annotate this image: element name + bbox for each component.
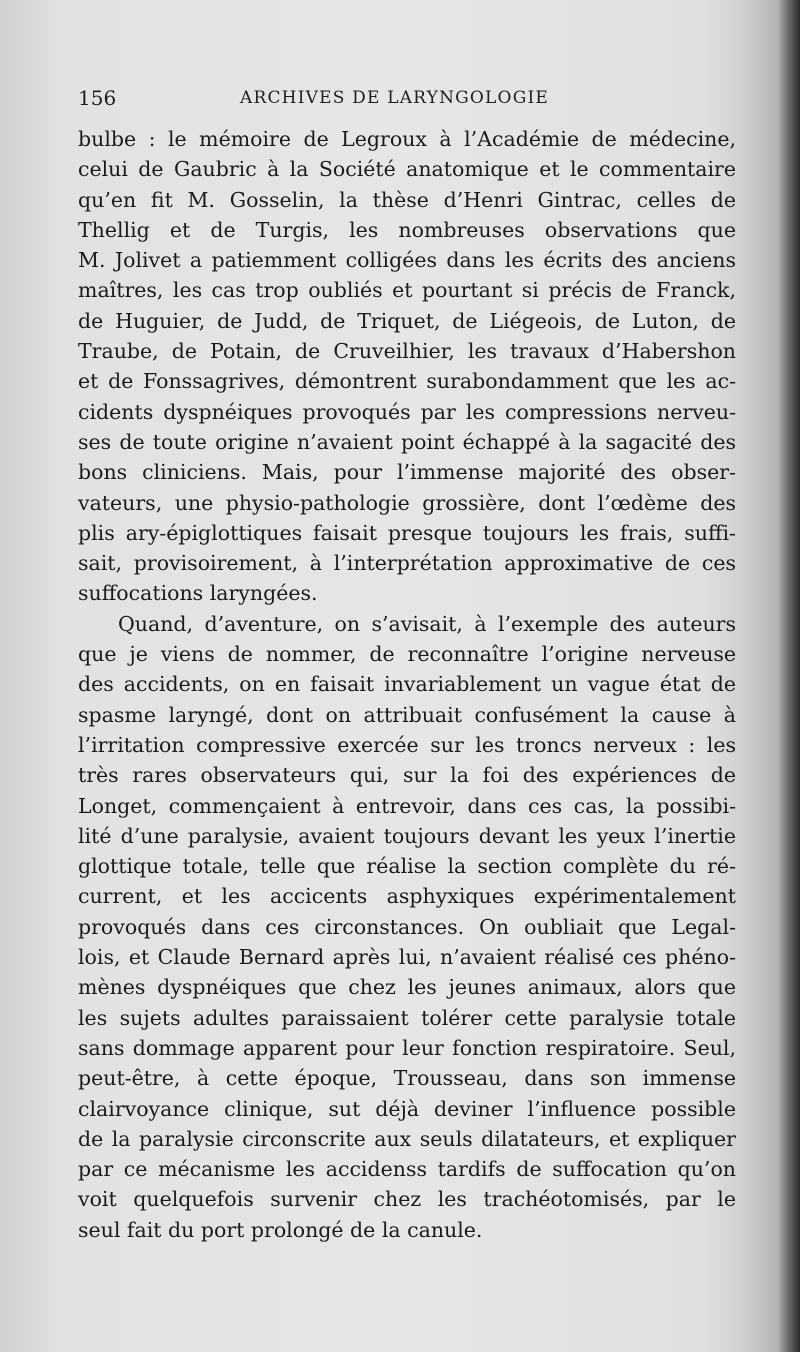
body-text: [78, 124, 736, 1245]
page-number: 156: [78, 86, 117, 110]
paragraph-1: [78, 124, 736, 609]
text-line: lité d’une paralysie, avaient toujours devant les yeux l’inertie: [78, 823, 736, 848]
text-line: Traube, de Potain, de Cruveilhier, les travaux d’Habershon: [78, 339, 736, 364]
text-line: ses de toute origine n’avaient point échappé à la sagacité des: [78, 429, 736, 454]
text-line: suffocations laryngées.: [78, 581, 318, 606]
text-line: que je viens de nommer, de reconnaître l’origine nerveuse: [78, 642, 736, 667]
text-line: sait, provisoirement, à l’interprétation approximative de ces: [78, 551, 736, 576]
text-line: provoqués dans ces circonstances. On oubliait que Legal-: [78, 914, 736, 939]
text-line: vateurs, une physio-pathologie grossière, dont l’œdème des: [78, 490, 736, 515]
text-line: très rares observateurs qui, sur la foi des expériences de: [78, 763, 736, 788]
text-line: qu’en fit M. Gosselin, la thèse d’Henri Gintrac, celles de: [78, 187, 736, 212]
text-line: Quand, d’aventure, on s’avisait, à l’exemple des auteurs: [118, 611, 736, 636]
text-line: maîtres, les cas trop oubliés et pourtant si précis de Franck,: [78, 278, 736, 303]
text-line: plis ary-épiglottiques faisait presque toujours les frais, suffi-: [78, 520, 736, 545]
text-line: glottique totale, telle que réalise la section complète du ré-: [78, 854, 736, 879]
text-line: sans dommage apparent pour leur fonction respiratoire. Seul,: [78, 1035, 736, 1060]
text-line: bons cliniciens. Mais, pour l’immense majorité des obser-: [78, 460, 736, 485]
text-line: les sujets adultes paraissaient tolérer cette paralysie totale: [78, 1005, 736, 1030]
text-line: current, et les accicents asphyxiques expérimentalement: [78, 884, 736, 909]
page-header: [78, 86, 736, 114]
text-line: clairvoyance clinique, sut déjà deviner l’influence possible: [78, 1096, 736, 1121]
text-line: de la paralysie circonscrite aux seuls dilatateurs, et expliquer: [78, 1126, 736, 1151]
text-line: seul fait du port prolongé de la canule.: [78, 1217, 483, 1242]
text-line: mènes dyspnéiques que chez les jeunes animaux, alors que: [78, 975, 736, 1000]
running-title: ARCHIVES DE LARYNGOLOGIE: [240, 88, 549, 108]
text-line: voit quelquefois survenir chez les trachéotomisés, par le: [78, 1187, 736, 1212]
text-line: spasme laryngé, dont on attribuait confusément la cause à: [78, 702, 736, 727]
text-line: des accidents, on en faisait invariablement un vague état de: [78, 672, 736, 697]
text-line: de Huguier, de Judd, de Triquet, de Liégeois, de Luton, de: [78, 308, 736, 333]
text-line: celui de Gaubric à la Société anatomique et le commentaire: [78, 157, 736, 182]
text-line: et de Fonssagrives, démontrent surabondamment que les ac-: [78, 369, 736, 394]
text-line: M. Jolivet a patiemment colligées dans les écrits des anciens: [78, 248, 736, 273]
page-binding-shadow: [778, 0, 800, 1352]
text-line: peut-être, à cette époque, Trousseau, dans son immense: [78, 1066, 736, 1091]
text-line: bulbe : le mémoire de Legroux à l’Académie de médecine,: [78, 127, 736, 151]
text-line: l’irritation compressive exercée sur les troncs nerveux : les: [78, 732, 736, 757]
paragraph-2: [78, 609, 736, 1245]
text-line: cidents dyspnéiques provoqués par les compressions nerveu-: [78, 399, 736, 424]
text-line: Longet, commençaient à entrevoir, dans ces cas, la possibi-: [78, 793, 736, 818]
text-line: lois, et Claude Bernard après lui, n’avaient réalisé ces phéno-: [78, 945, 736, 970]
text-line: Thellig et de Turgis, les nombreuses observations que: [78, 217, 736, 242]
text-line: par ce mécanisme les accidenss tardifs de suffocation qu’on: [78, 1157, 736, 1182]
